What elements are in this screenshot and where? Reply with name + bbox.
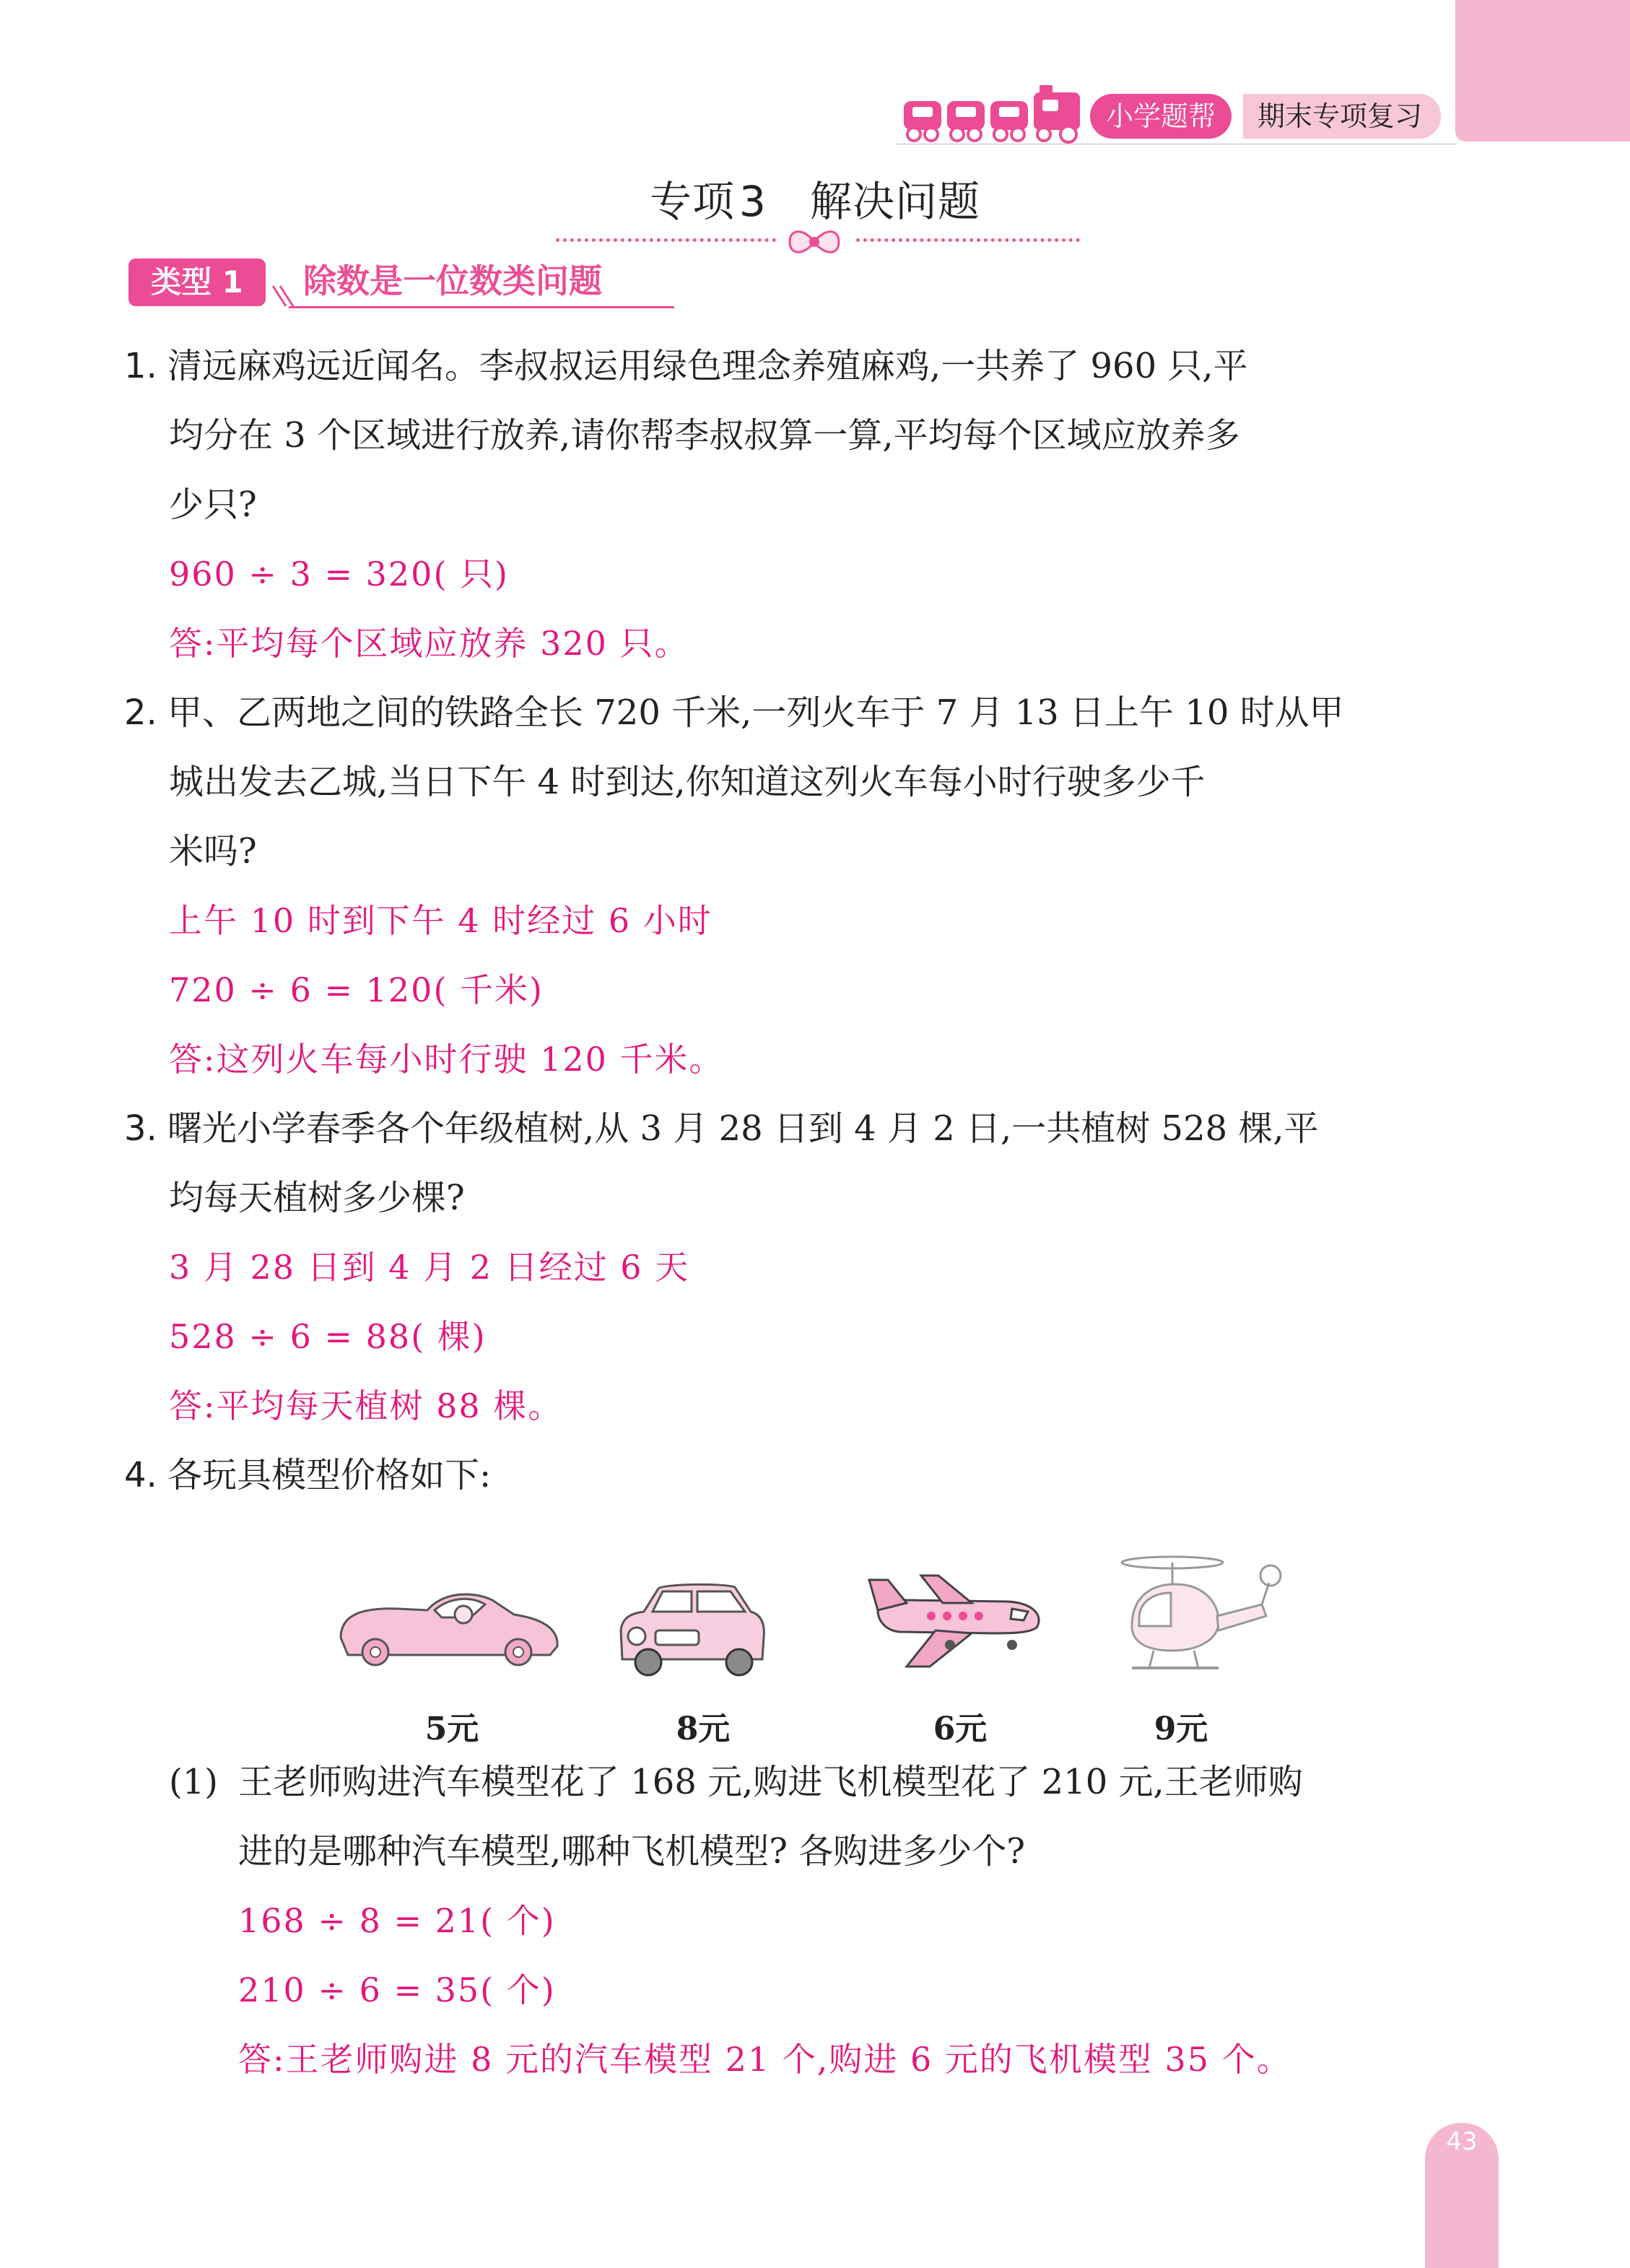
type-badge: 类型 1: [128, 258, 266, 306]
corner-tab: [1455, 0, 1630, 142]
question-1-answer-2: 答:平均每个区域应放养 320 只。: [169, 624, 689, 663]
question-3-line-1: 3. 曙光小学春季各个年级植树,从 3 月 28 日到 4 月 2 日,一共植树 528 棵,平: [124, 1094, 1319, 1163]
subquestion-label: (1): [169, 1762, 218, 1802]
page-number: 43: [1446, 2127, 1478, 2156]
question-1-line-1: 1. 清远麻鸡远近闻名。李叔叔运用绿色理念养殖麻鸡,一共养了 960 只,平: [124, 331, 1248, 401]
subquestion-answer-1: 168 ÷ 8 = 21( 个): [238, 1901, 556, 1940]
section-label: 期末专项复习: [1243, 94, 1441, 139]
question-4-line-1: 4. 各玩具模型价格如下:: [124, 1441, 491, 1510]
subquestion-answer-2: 210 ÷ 6 = 35( 个): [238, 1971, 556, 2010]
car-icon: [612, 1580, 770, 1680]
race-car-icon: [334, 1586, 563, 1672]
question-2-answer-2: 720 ÷ 6 = 120( 千米): [169, 970, 544, 1009]
type-title: 除数是一位数类问题: [303, 261, 602, 300]
subquestion-line-2: 进的是哪种汽车模型,哪种飞机模型? 各购进多少个?: [238, 1831, 1025, 1872]
title-dotted-rule-right: [856, 238, 1080, 242]
page-title: [0, 168, 1630, 228]
question-3-answer-2: 528 ÷ 6 = 88( 棵): [169, 1317, 487, 1356]
subquestion-answer-3: 答:王老师购进 8 元的汽车模型 21 个,购进 6 元的飞机模型 35 个。: [238, 2040, 1291, 2079]
question-2-line-2: 城出发去乙城,当日下午 4 时到达,你知道这列火车每小时行驶多少千: [169, 762, 1206, 802]
price-car: 8元: [676, 1711, 731, 1747]
train-icon: [902, 85, 1083, 146]
airplane-icon: [863, 1558, 1045, 1672]
question-3-answer-3: 答:平均每天植树 88 棵。: [169, 1386, 563, 1425]
question-3-answer-1: 3 月 28 日到 4 月 2 日经过 6 天: [169, 1248, 690, 1287]
question-1-line-2: 均分在 3 个区域进行放养,请你帮李叔叔算一算,平均每个区域应放养多: [169, 415, 1240, 456]
question-number: 4.: [124, 1455, 157, 1495]
slash-decoration-icon: [271, 283, 296, 309]
subquestion-line-1: (1) 王老师购进汽车模型花了 168 元,购进飞机模型花了 210 元,王老师购: [169, 1747, 1303, 1817]
question-number: 1.: [124, 346, 157, 386]
type-title-underline: [289, 306, 674, 308]
title-prefix: 专项: [650, 177, 736, 226]
price-airplane: 6元: [933, 1711, 988, 1747]
title-dotted-rule-left: [556, 238, 776, 242]
question-2-answer-1: 上午 10 时到下午 4 时经过 6 小时: [169, 901, 712, 940]
price-helicopter: 9元: [1154, 1711, 1208, 1747]
title-name: 解决问题: [809, 177, 980, 226]
price-race-car: 5元: [424, 1711, 479, 1747]
question-2-line-3: 米吗?: [169, 831, 257, 872]
question-3-line-2: 均每天植树多少棵?: [169, 1178, 465, 1218]
question-1-line-3: 少只?: [169, 485, 257, 525]
question-number: 3.: [124, 1108, 157, 1149]
helicopter-icon: [1117, 1547, 1288, 1680]
question-number: 2.: [124, 692, 157, 733]
question-2-answer-3: 答:这列火车每小时行驶 120 千米。: [169, 1040, 724, 1079]
bow-icon: [787, 225, 842, 258]
title-number: 3: [739, 177, 767, 226]
question-1-answer-1: 960 ÷ 3 = 320( 只): [169, 555, 509, 594]
series-badge: 小学题帮: [1090, 94, 1232, 139]
question-2-line-1: 2. 甲、乙两地之间的铁路全长 720 千米,一列火车于 7 月 13 日上午 10 时从甲: [124, 678, 1344, 747]
